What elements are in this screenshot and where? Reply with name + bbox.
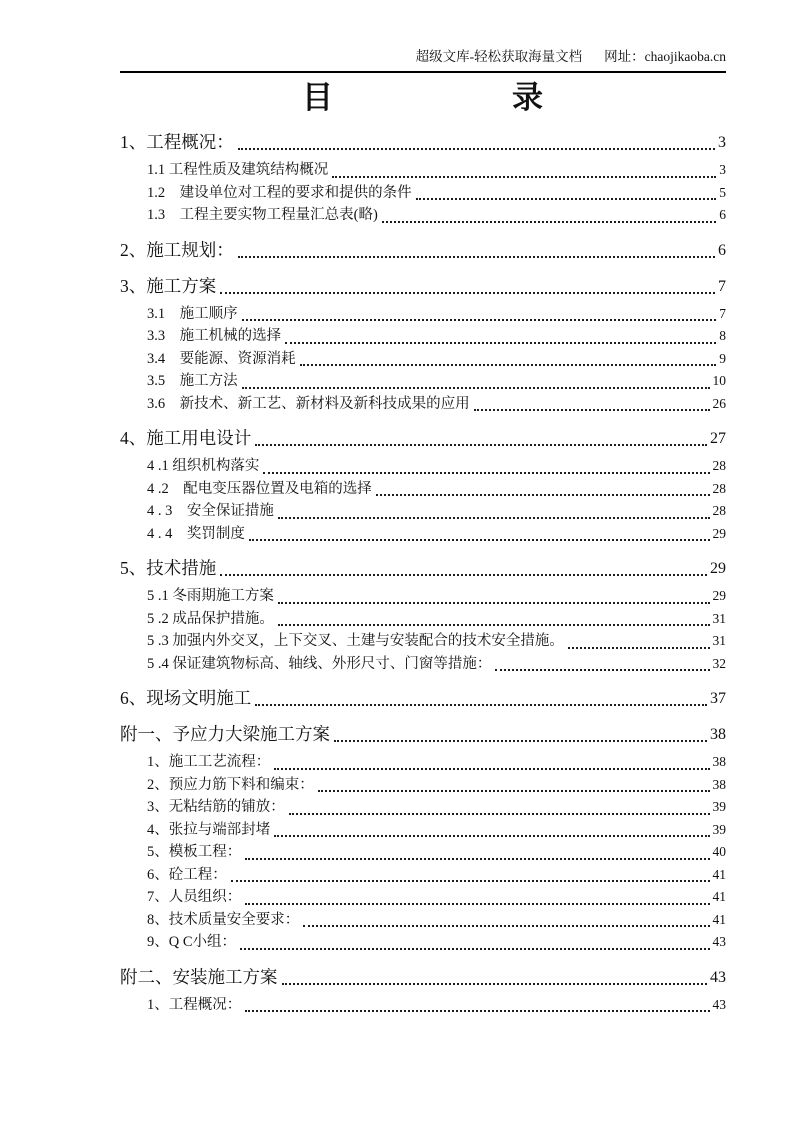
toc-entry-page: 6 (718, 241, 726, 259)
toc-entry-page: 43 (710, 968, 726, 986)
toc-leader-dots (318, 790, 710, 792)
toc-entry[interactable] (120, 886, 726, 909)
toc-list (120, 130, 726, 1016)
toc-entry[interactable] (120, 303, 726, 326)
toc-entry-page: 3 (718, 134, 726, 151)
toc-leader-dots (474, 409, 710, 411)
toc-leader-dots (332, 176, 716, 178)
toc-entry-page: 5 (719, 184, 726, 200)
toc-entry[interactable] (120, 130, 726, 155)
toc-entry-page: 39 (712, 821, 726, 837)
toc-entry-page: 41 (712, 889, 726, 904)
toc-entry-label: 3、无粘结筋的铺放： (147, 799, 285, 815)
toc-leader-dots (278, 517, 710, 519)
toc-leader-dots (376, 494, 710, 496)
toc-entry-page: 43 (712, 934, 726, 949)
toc-entry[interactable] (120, 585, 726, 608)
page-header (120, 48, 726, 66)
toc-entry-page: 32 (712, 655, 726, 671)
toc-entry[interactable] (120, 426, 726, 451)
toc-entry-label: 附一、予应力大梁施工方案 (120, 724, 330, 744)
toc-entry-page: 41 (712, 911, 726, 927)
toc-entry[interactable] (120, 796, 726, 819)
toc-entry[interactable] (120, 653, 726, 676)
toc-title-char-right: 录 (512, 80, 544, 115)
toc-leader-dots (382, 221, 716, 223)
toc-entry-label: 5 .2 成品保护措施。 (147, 610, 274, 627)
toc-leader-dots (289, 813, 710, 815)
toc-leader-dots (245, 903, 709, 905)
toc-entry-page: 40 (712, 844, 726, 859)
toc-entry-page: 37 (710, 690, 726, 707)
toc-entry[interactable] (120, 393, 726, 416)
toc-entry-page: 26 (712, 395, 726, 411)
toc-entry[interactable] (120, 909, 726, 932)
toc-entry-page: 29 (710, 560, 726, 577)
toc-entry-label: 1.1 工程性质及建筑结构概况 (147, 162, 329, 178)
toc-entry-page: 3 (719, 162, 726, 177)
toc-entry-page: 7 (718, 277, 726, 295)
toc-entry-label: 1、工程概况： (120, 132, 234, 152)
toc-leader-dots (274, 835, 709, 837)
toc-entry-label: 3.5 施工方法 (147, 373, 238, 389)
toc-entry[interactable] (120, 686, 726, 711)
toc-leader-dots (249, 539, 710, 541)
toc-entry[interactable] (120, 325, 726, 348)
toc-leader-dots (220, 292, 715, 294)
toc-entry-label: 6、现场文明施工 (120, 688, 252, 708)
header-site-url: 网址：chaojikaoba.cn (604, 49, 726, 64)
toc-leader-dots (245, 1010, 709, 1012)
header-brand-text: 超级文库-轻松获取海量文档 (415, 49, 583, 64)
toc-entry-label: 5、技术措施 (120, 558, 217, 578)
toc-leader-dots (231, 880, 710, 882)
toc-leader-dots (263, 472, 709, 474)
toc-entry[interactable] (120, 182, 726, 205)
toc-entry-label: 7、人员组织： (147, 889, 242, 905)
toc-entry-label: 3.1 施工顺序 (147, 305, 238, 322)
toc-entry-page: 7 (719, 305, 726, 321)
toc-title (120, 78, 726, 118)
toc-entry[interactable] (120, 238, 726, 263)
toc-entry-page: 38 (710, 726, 726, 743)
toc-entry-label: 1.2 建设单位对工程的要求和提供的条件 (147, 184, 412, 201)
toc-leader-dots (285, 342, 716, 344)
toc-entry-label: 5 .1 冬雨期施工方案 (147, 588, 274, 604)
toc-leader-dots (568, 647, 710, 649)
toc-leader-dots (300, 364, 717, 366)
toc-entry-page: 29 (712, 525, 726, 541)
toc-leader-dots (334, 740, 707, 742)
toc-entry[interactable] (120, 864, 726, 887)
toc-entry-page: 38 (712, 776, 726, 792)
toc-entry-label: 4 . 3 安全保证措施 (147, 503, 274, 519)
toc-entry[interactable] (120, 204, 726, 227)
toc-leader-dots (278, 624, 710, 626)
toc-entry-label: 4 .1 组织机构落实 (147, 458, 260, 474)
toc-entry-page: 27 (710, 430, 726, 447)
toc-leader-dots (240, 948, 709, 950)
toc-entry[interactable] (120, 523, 726, 546)
toc-leader-dots (220, 574, 707, 576)
toc-entry[interactable] (120, 159, 726, 182)
toc-entry[interactable] (120, 965, 726, 990)
toc-entry-page: 28 (712, 480, 726, 496)
toc-entry[interactable] (120, 931, 726, 954)
toc-title-char-left: 目 (302, 80, 334, 115)
toc-entry-label: 附二、安装施工方案 (120, 966, 278, 987)
toc-entry-label: 3.4 要能源、资源消耗 (147, 350, 296, 367)
toc-leader-dots (238, 256, 715, 258)
toc-entry-label: 1、施工工艺流程： (147, 754, 271, 770)
toc-entry-label: 4 .2 配电变压器位置及电箱的选择 (147, 480, 372, 497)
toc-entry[interactable] (120, 819, 726, 842)
toc-entry[interactable] (120, 994, 726, 1017)
toc-entry-label: 6、砼工程： (147, 866, 227, 883)
page-content (120, 78, 726, 1016)
toc-entry-label: 2、施工规划： (120, 239, 234, 260)
toc-entry-label: 1.3 工程主要实物工程量汇总表(略) (147, 207, 378, 223)
toc-entry-label: 5、模板工程： (147, 844, 242, 860)
toc-entry-label: 8、技术质量安全要求： (147, 911, 300, 928)
toc-entry[interactable] (120, 608, 726, 631)
toc-leader-dots (245, 858, 709, 860)
toc-entry-page: 31 (712, 633, 726, 648)
toc-entry-page: 39 (712, 799, 726, 814)
toc-entry-page: 43 (712, 996, 726, 1012)
toc-entry-page: 28 (712, 458, 726, 473)
toc-entry-label: 5 .3 加强内外交叉，上下交叉、土建与安装配合的技术安全措施。 (147, 633, 564, 649)
toc-leader-dots (255, 444, 707, 446)
toc-entry-label: 5 .4 保证建筑物标高、轴线、外形尺寸、门窗等措施： (147, 655, 492, 672)
toc-leader-dots (274, 768, 709, 770)
toc-entry-label: 3、施工方案 (120, 275, 217, 296)
toc-entry-page: 6 (719, 207, 726, 222)
toc-entry-page: 38 (712, 754, 726, 769)
toc-entry[interactable] (120, 556, 726, 581)
toc-entry-page: 31 (712, 610, 726, 626)
toc-leader-dots (282, 983, 708, 985)
toc-entry[interactable] (120, 751, 726, 774)
toc-leader-dots (242, 319, 717, 321)
toc-entry-label: 9、Q C小组： (147, 934, 237, 950)
toc-entry[interactable] (120, 841, 726, 864)
toc-entry-label: 3.6 新技术、新工艺、新材料及新科技成果的应用 (147, 395, 470, 412)
toc-entry[interactable] (120, 348, 726, 371)
header-divider-line (120, 71, 726, 73)
toc-entry-page: 10 (712, 373, 726, 388)
toc-entry[interactable] (120, 500, 726, 523)
toc-entry-label: 4 . 4 奖罚制度 (147, 525, 245, 542)
toc-entry[interactable] (120, 370, 726, 393)
toc-leader-dots (416, 198, 717, 200)
toc-entry-page: 9 (719, 350, 726, 366)
toc-entry-page: 29 (712, 588, 726, 603)
toc-leader-dots (255, 704, 707, 706)
toc-entry[interactable] (120, 630, 726, 653)
toc-entry-label: 4、施工用电设计 (120, 428, 252, 448)
toc-entry-label: 4、张拉与端部封堵 (147, 821, 271, 838)
toc-entry[interactable] (120, 774, 726, 797)
toc-leader-dots (495, 669, 709, 671)
toc-entry[interactable] (120, 478, 726, 501)
toc-entry-label: 2、预应力筋下料和编束： (147, 776, 314, 793)
toc-entry-page: 41 (712, 866, 726, 882)
toc-leader-dots (238, 148, 715, 150)
toc-leader-dots (303, 925, 709, 927)
toc-entry-page: 8 (719, 328, 726, 343)
toc-entry-page: 28 (712, 503, 726, 518)
toc-entry[interactable] (120, 274, 726, 299)
toc-entry-label: 3.3 施工机械的选择 (147, 328, 282, 344)
toc-entry[interactable] (120, 722, 726, 747)
toc-leader-dots (278, 602, 710, 604)
toc-entry[interactable] (120, 455, 726, 478)
toc-entry-label: 1、工程概况： (147, 996, 242, 1013)
toc-leader-dots (242, 387, 710, 389)
